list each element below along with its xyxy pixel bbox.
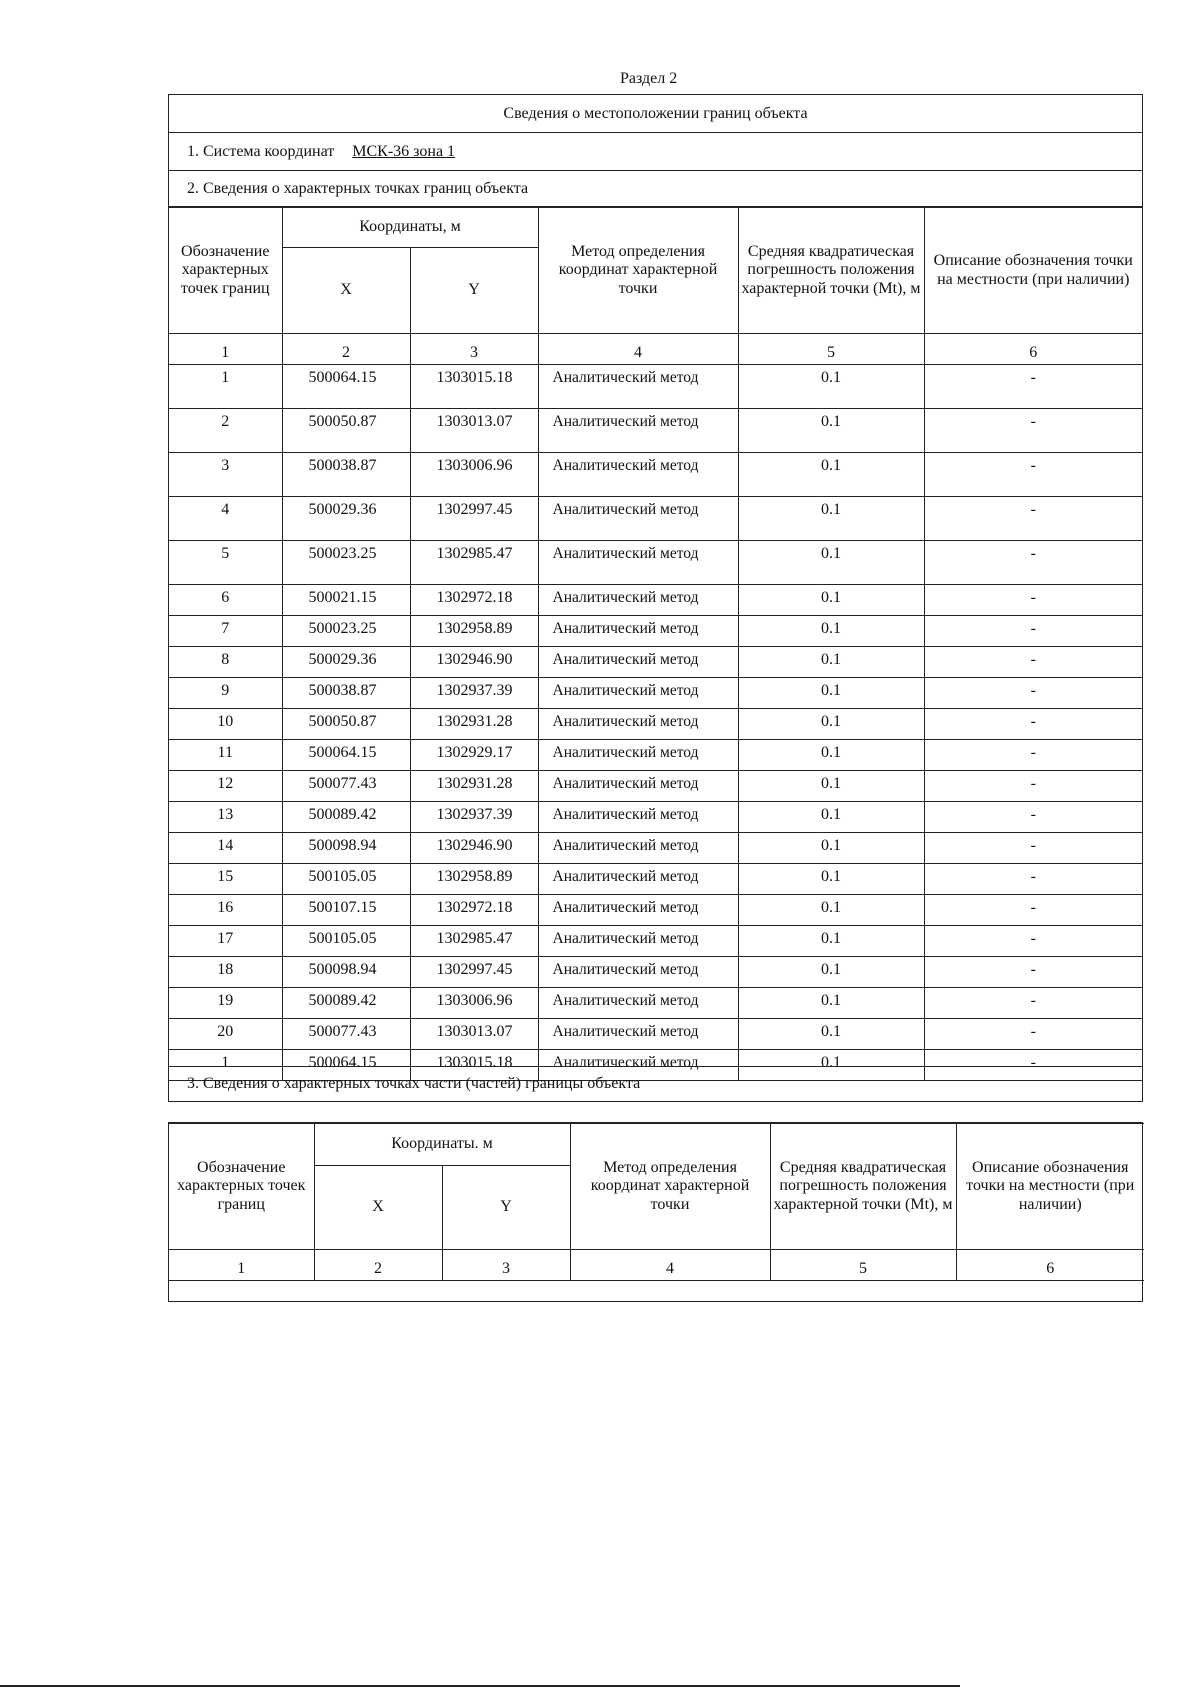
method-cell: Аналитический метод	[538, 926, 738, 957]
error-cell: 0.1	[738, 895, 924, 926]
point-id-cell: 1	[169, 365, 282, 409]
y-coordinate-cell: 1303006.96	[410, 988, 538, 1019]
point-id-cell: 6	[169, 585, 282, 616]
point-id-cell: 18	[169, 957, 282, 988]
description-cell: -	[924, 864, 1142, 895]
y-coordinate-cell: 1302937.39	[410, 802, 538, 833]
point-id-cell: 13	[169, 802, 282, 833]
table-row	[169, 497, 1142, 541]
y-coordinate-cell: 1302958.89	[410, 616, 538, 647]
x-coordinate-cell: 500050.87	[282, 709, 410, 740]
table-row	[169, 957, 1142, 988]
x-coordinate-cell: 500038.87	[282, 678, 410, 709]
description-cell: -	[924, 833, 1142, 864]
y-coordinate-cell: 1302985.47	[410, 926, 538, 957]
error-cell: 0.1	[738, 771, 924, 802]
method-cell: Аналитический метод	[538, 453, 738, 497]
description-cell: -	[924, 1050, 1142, 1081]
coord-system-row	[169, 133, 1142, 171]
point-id-cell: 1	[169, 1050, 282, 1081]
error-cell: 0.1	[738, 453, 924, 497]
y-coordinate-cell: 1302997.45	[410, 497, 538, 541]
x-coordinate-cell: 500077.43	[282, 771, 410, 802]
parts-header-y: Y	[442, 1166, 570, 1250]
x-coordinate-cell: 500105.05	[282, 864, 410, 895]
y-coordinate-cell: 1303015.18	[410, 1050, 538, 1081]
x-coordinate-cell: 500105.05	[282, 926, 410, 957]
y-coordinate-cell: 1302946.90	[410, 647, 538, 678]
y-coordinate-cell: 1302972.18	[410, 895, 538, 926]
y-coordinate-cell: 1303013.07	[410, 409, 538, 453]
method-cell: Аналитический метод	[538, 365, 738, 409]
point-id-cell: 8	[169, 647, 282, 678]
y-coordinate-cell: 1302985.47	[410, 541, 538, 585]
method-cell: Аналитический метод	[538, 1050, 738, 1081]
column-number: 2	[282, 334, 410, 365]
footer-line	[0, 1685, 960, 1687]
section-title: Раздел 2	[620, 70, 678, 87]
description-cell: -	[924, 895, 1142, 926]
error-cell: 0.1	[738, 541, 924, 585]
y-coordinate-cell: 1303006.96	[410, 453, 538, 497]
description-cell: -	[924, 616, 1142, 647]
column-number: 4	[538, 334, 738, 365]
x-coordinate-cell: 500064.15	[282, 1050, 410, 1081]
point-id-cell: 12	[169, 771, 282, 802]
method-cell: Аналитический метод	[538, 740, 738, 771]
table-row	[169, 926, 1142, 957]
column-number: 1	[169, 334, 282, 365]
x-coordinate-cell: 500098.94	[282, 833, 410, 864]
header-x: X	[282, 248, 410, 334]
column-number-row	[169, 334, 1142, 365]
error-cell: 0.1	[738, 678, 924, 709]
point-id-cell: 19	[169, 988, 282, 1019]
error-cell: 0.1	[738, 1019, 924, 1050]
table-row	[169, 678, 1142, 709]
parts-empty-cell	[169, 1281, 1144, 1302]
table-row	[169, 833, 1142, 864]
x-coordinate-cell: 500029.36	[282, 647, 410, 678]
point-id-cell: 3	[169, 453, 282, 497]
method-cell: Аналитический метод	[538, 678, 738, 709]
parts-header-coords: Координаты. м	[314, 1124, 570, 1166]
point-id-cell: 11	[169, 740, 282, 771]
table-row	[169, 740, 1142, 771]
x-coordinate-cell: 500064.15	[282, 365, 410, 409]
y-coordinate-cell: 1303015.18	[410, 365, 538, 409]
description-cell: -	[924, 678, 1142, 709]
points-table	[169, 207, 1142, 1080]
coord-system-value: МСК-36 зона 1	[352, 142, 456, 160]
description-cell: -	[924, 365, 1142, 409]
x-coordinate-cell: 500077.43	[282, 1019, 410, 1050]
x-coordinate-cell: 500089.42	[282, 802, 410, 833]
error-cell: 0.1	[738, 833, 924, 864]
column-number: 5	[738, 334, 924, 365]
column-number: 4	[570, 1250, 770, 1281]
column-number: 5	[770, 1250, 956, 1281]
table-row	[169, 771, 1142, 802]
column-number: 3	[410, 334, 538, 365]
point-id-cell: 4	[169, 497, 282, 541]
parts-frame	[168, 1122, 1143, 1302]
header-method: Метод определения координат характерной точки	[538, 208, 738, 334]
point-id-cell: 2	[169, 409, 282, 453]
parts-column-number-row	[169, 1250, 1144, 1281]
y-coordinate-cell: 1302946.90	[410, 833, 538, 864]
error-cell: 0.1	[738, 616, 924, 647]
description-cell: -	[924, 771, 1142, 802]
description-cell: -	[924, 926, 1142, 957]
method-cell: Аналитический метод	[538, 497, 738, 541]
y-coordinate-cell: 1303013.07	[410, 1019, 538, 1050]
table-row	[169, 895, 1142, 926]
x-coordinate-cell: 500098.94	[282, 957, 410, 988]
y-coordinate-cell: 1302931.28	[410, 771, 538, 802]
table-row	[169, 409, 1142, 453]
x-coordinate-cell: 500050.87	[282, 409, 410, 453]
y-coordinate-cell: 1302997.45	[410, 957, 538, 988]
description-cell: -	[924, 453, 1142, 497]
description-cell: -	[924, 740, 1142, 771]
parts-header-description: Описание обозначения точки на местности (при наличии)	[956, 1124, 1144, 1250]
y-coordinate-cell: 1302929.17	[410, 740, 538, 771]
parts-header-error: Средняя квадратическая погрешность положения характерной точки (Mt), м	[770, 1124, 956, 1250]
x-coordinate-cell: 500038.87	[282, 453, 410, 497]
parts-empty-row	[169, 1281, 1144, 1302]
description-cell: -	[924, 585, 1142, 616]
x-coordinate-cell: 500023.25	[282, 541, 410, 585]
y-coordinate-cell: 1302958.89	[410, 864, 538, 895]
description-cell: -	[924, 988, 1142, 1019]
x-coordinate-cell: 500029.36	[282, 497, 410, 541]
point-id-cell: 7	[169, 616, 282, 647]
point-id-cell: 15	[169, 864, 282, 895]
table-row	[169, 988, 1142, 1019]
method-cell: Аналитический метод	[538, 409, 738, 453]
parts-table	[169, 1123, 1144, 1301]
error-cell: 0.1	[738, 585, 924, 616]
point-id-cell: 20	[169, 1019, 282, 1050]
parts-header-method: Метод определения координат характерной точки	[570, 1124, 770, 1250]
method-cell: Аналитический метод	[538, 709, 738, 740]
error-cell: 0.1	[738, 497, 924, 541]
table-row	[169, 585, 1142, 616]
x-coordinate-cell: 500021.15	[282, 585, 410, 616]
point-id-cell: 14	[169, 833, 282, 864]
error-cell: 0.1	[738, 709, 924, 740]
column-number: 6	[924, 334, 1142, 365]
y-coordinate-cell: 1302972.18	[410, 585, 538, 616]
table-row	[169, 365, 1142, 409]
x-coordinate-cell: 500023.25	[282, 616, 410, 647]
description-cell: -	[924, 409, 1142, 453]
description-cell: -	[924, 709, 1142, 740]
method-cell: Аналитический метод	[538, 616, 738, 647]
point-id-cell: 5	[169, 541, 282, 585]
description-cell: -	[924, 1019, 1142, 1050]
points-heading: 2. Сведения о характерных точках границ объекта	[169, 171, 1142, 207]
error-cell: 0.1	[738, 864, 924, 895]
description-cell: -	[924, 647, 1142, 678]
column-number: 1	[169, 1250, 314, 1281]
description-cell: -	[924, 957, 1142, 988]
column-number: 6	[956, 1250, 1144, 1281]
error-cell: 0.1	[738, 926, 924, 957]
method-cell: Аналитический метод	[538, 864, 738, 895]
method-cell: Аналитический метод	[538, 895, 738, 926]
table-row	[169, 709, 1142, 740]
point-id-cell: 10	[169, 709, 282, 740]
method-cell: Аналитический метод	[538, 957, 738, 988]
error-cell: 0.1	[738, 647, 924, 678]
x-coordinate-cell: 500064.15	[282, 740, 410, 771]
table-row	[169, 647, 1142, 678]
parts-header-x: X	[314, 1166, 442, 1250]
x-coordinate-cell: 500089.42	[282, 988, 410, 1019]
header-y: Y	[410, 248, 538, 334]
table-row	[169, 1019, 1142, 1050]
method-cell: Аналитический метод	[538, 988, 738, 1019]
table-row	[169, 541, 1142, 585]
table-row	[169, 453, 1142, 497]
y-coordinate-cell: 1302937.39	[410, 678, 538, 709]
error-cell: 0.1	[738, 802, 924, 833]
error-cell: 0.1	[738, 365, 924, 409]
parts-header-designation: Обозначение характерных точек границ	[169, 1124, 314, 1250]
error-cell: 0.1	[738, 1050, 924, 1081]
point-id-cell: 16	[169, 895, 282, 926]
table-row	[169, 864, 1142, 895]
x-coordinate-cell: 500107.15	[282, 895, 410, 926]
header-description: Описание обозначения точки на местности (при наличии)	[924, 208, 1142, 334]
boundary-frame	[168, 94, 1143, 1081]
table-row	[169, 616, 1142, 647]
column-number: 2	[314, 1250, 442, 1281]
error-cell: 0.1	[738, 409, 924, 453]
method-cell: Аналитический метод	[538, 802, 738, 833]
method-cell: Аналитический метод	[538, 585, 738, 616]
y-coordinate-cell: 1302931.28	[410, 709, 538, 740]
description-cell: -	[924, 497, 1142, 541]
header-title: Сведения о местоположении границ объекта	[169, 95, 1142, 133]
point-id-cell: 17	[169, 926, 282, 957]
point-id-cell: 9	[169, 678, 282, 709]
method-cell: Аналитический метод	[538, 541, 738, 585]
description-cell: -	[924, 541, 1142, 585]
method-cell: Аналитический метод	[538, 833, 738, 864]
error-cell: 0.1	[738, 988, 924, 1019]
method-cell: Аналитический метод	[538, 647, 738, 678]
table-row	[169, 802, 1142, 833]
coord-system-label: 1. Система координат	[187, 142, 335, 160]
description-cell: -	[924, 802, 1142, 833]
error-cell: 0.1	[738, 957, 924, 988]
header-coords: Координаты, м	[282, 208, 538, 248]
header-designation: Обозначение характерных точек границ	[169, 208, 282, 334]
method-cell: Аналитический метод	[538, 771, 738, 802]
parts-heading: 3. Сведения о характерных точках части (частей) границы объекта	[168, 1066, 1143, 1102]
column-number: 3	[442, 1250, 570, 1281]
error-cell: 0.1	[738, 740, 924, 771]
header-error: Средняя квадратическая погрешность положения характерной точки (Mt), м	[738, 208, 924, 334]
method-cell: Аналитический метод	[538, 1019, 738, 1050]
